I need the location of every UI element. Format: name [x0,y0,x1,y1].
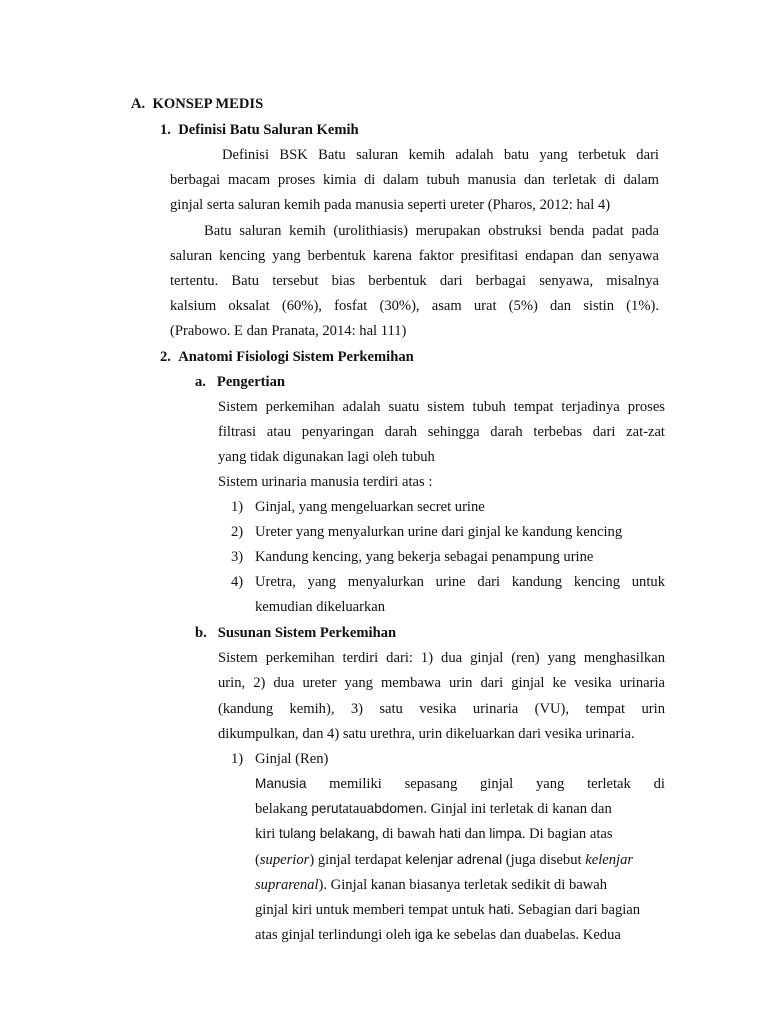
text-run: atau [342,801,367,817]
text-run: ke sebelas dan duabelas. Kedua [436,927,621,943]
paragraph-line: tertentu. Batu tersebut bias berbentuk dari berbagai senyawa, misalnya [170,273,659,289]
link-perut[interactable]: perut [311,801,343,816]
list-item-continuation: kemudian dikeluarkan [255,599,386,615]
list-item-text: Ginjal, yang mengeluarkan secret urine [255,499,485,515]
text-run: kiri [255,826,276,842]
paragraph-line [255,851,665,869]
subsection-a-letter: a. [195,374,206,390]
text-run: dan [464,826,486,842]
subsection-1-number: 1. [160,122,171,138]
link-hati[interactable]: hati [438,826,461,841]
list-item-text: Kandung kencing, yang bekerja sebagai penampung urine [255,549,594,565]
link-kelenjar-adrenal[interactable]: kelenjar adrenal [405,852,503,867]
text-run: atas ginjal terlindungi oleh [255,927,412,943]
subsection-1-title: Definisi Batu Saluran Kemih [178,122,359,138]
paragraph-line: kalsium oksalat (60%), fosfat (30%), asam urat (5%) dan sistin (1%). [170,298,659,314]
list-item-number: 4) [231,574,244,590]
paragraph-line [255,926,665,944]
text-run: (juga disebut [505,852,582,868]
text-run: ( [255,852,260,868]
sub-item-heading [231,750,328,768]
paragraph-line [255,775,665,793]
list-item-number: 3) [231,549,244,565]
word: di [653,776,665,792]
text-run-italic: superior [259,852,310,868]
paragraph-line: berbagai macam proses kimia di dalam tubuh manusia dan terletak di dalam [170,172,659,188]
word: sepasang [404,776,458,792]
text-run-italic: kelenjar [585,852,634,868]
text-run: ) ginjal terdapat [309,852,402,868]
list-item [231,548,593,566]
text-run: . Ginjal ini terletak di kanan dan [423,801,612,817]
list-item-number: 1) [231,499,244,515]
paragraph-line: filtrasi atau penyaringan darah sehingga darah terbebas dari zat-zat [218,424,665,440]
word: terletak [587,776,631,792]
link-iga[interactable]: iga [414,927,433,942]
link-limpa[interactable]: limpa [489,826,522,841]
paragraph-line: urin, 2) dua ureter yang membawa urin dari ginjal ke vesika urinaria [218,675,665,691]
heading-title: KONSEP MEDIS [152,96,264,112]
list-item [231,498,485,516]
subsection-a-heading [195,373,285,391]
subsection-2-title: Anatomi Fisiologi Sistem Perkemihan [178,349,414,365]
section-heading-a [131,95,263,113]
sub-item-number: 1) [231,751,244,767]
paragraph-line: Sistem perkemihan adalah suatu sistem tubuh tempat terjadinya proses [218,399,665,415]
text-run: . Sebagian dari bagian [510,902,641,918]
word: yang [535,776,565,792]
text-run: belakang [255,801,308,817]
paragraph-line [255,825,665,843]
list-item-number: 2) [231,524,244,540]
link-hati[interactable]: hati [488,902,511,917]
paragraph-line: Batu saluran kemih (urolithiasis) merupakan obstruksi benda padat pada [204,223,659,239]
paragraph-line: saluran kencing yang berbentuk karena faktor presifitasi endapan dan senyawa [170,248,659,264]
subsection-b-title: Susunan Sistem Perkemihan [217,625,397,641]
text-run-italic: suprarenal [255,877,319,893]
subsection-1-heading [160,121,359,139]
paragraph-line: (Prabowo. E dan Pranata, 2014: hal 111) [170,323,407,339]
subsection-a-title: Pengertian [216,374,285,390]
word: ginjal [479,776,514,792]
word: memiliki [329,776,382,792]
list-item [231,573,665,591]
paragraph-line: Definisi BSK Batu saluran kemih adalah batu yang terbetuk dari [222,147,659,163]
paragraph-line: Sistem urinaria manusia terdiri atas : [218,474,433,490]
list-item-text: Uretra, yang menyalurkan urine dari kandung kencing untuk [255,574,665,590]
list-item [231,523,622,541]
paragraph-line: Sistem perkemihan terdiri dari: 1) dua ginjal (ren) yang menghasilkan [218,650,665,666]
paragraph-line [255,876,665,894]
subsection-b-heading [195,624,396,642]
paragraph-line: (kandung kemih), 3) satu vesika urinaria (VU), tempat urin [218,701,665,717]
link-tulang-belakang[interactable]: tulang belakang [278,826,375,841]
heading-letter: A. [131,96,146,112]
paragraph-line: yang tidak digunakan lagi oleh tubuh [218,449,435,465]
paragraph-line: ginjal serta saluran kemih pada manusia seperti ureter (Pharos, 2012: hal 4) [170,197,611,213]
subsection-b-letter: b. [195,625,207,641]
text-run: , di bawah [374,826,436,842]
list-item-text: Ureter yang menyalurkan urine dari ginjal ke kandung kencing [255,524,623,540]
text-run: ginjal kiri untuk memberi tempat untuk [255,902,485,918]
subsection-2-heading [160,348,414,366]
subsection-2-number: 2. [160,349,171,365]
text-run: . Di bagian atas [521,826,613,842]
sub-item-title: Ginjal (Ren) [255,751,329,767]
paragraph-line [255,800,665,818]
paragraph-line [255,901,665,919]
paragraph-line: dikumpulkan, dan 4) satu urethra, urin dikeluarkan dari vesika urinaria. [218,726,635,742]
link-manusia[interactable]: Manusia [255,776,307,791]
link-abdomen[interactable]: abdomen [366,801,424,816]
text-run: ). Ginjal kanan biasanya terletak sedikit di bawah [318,877,608,893]
